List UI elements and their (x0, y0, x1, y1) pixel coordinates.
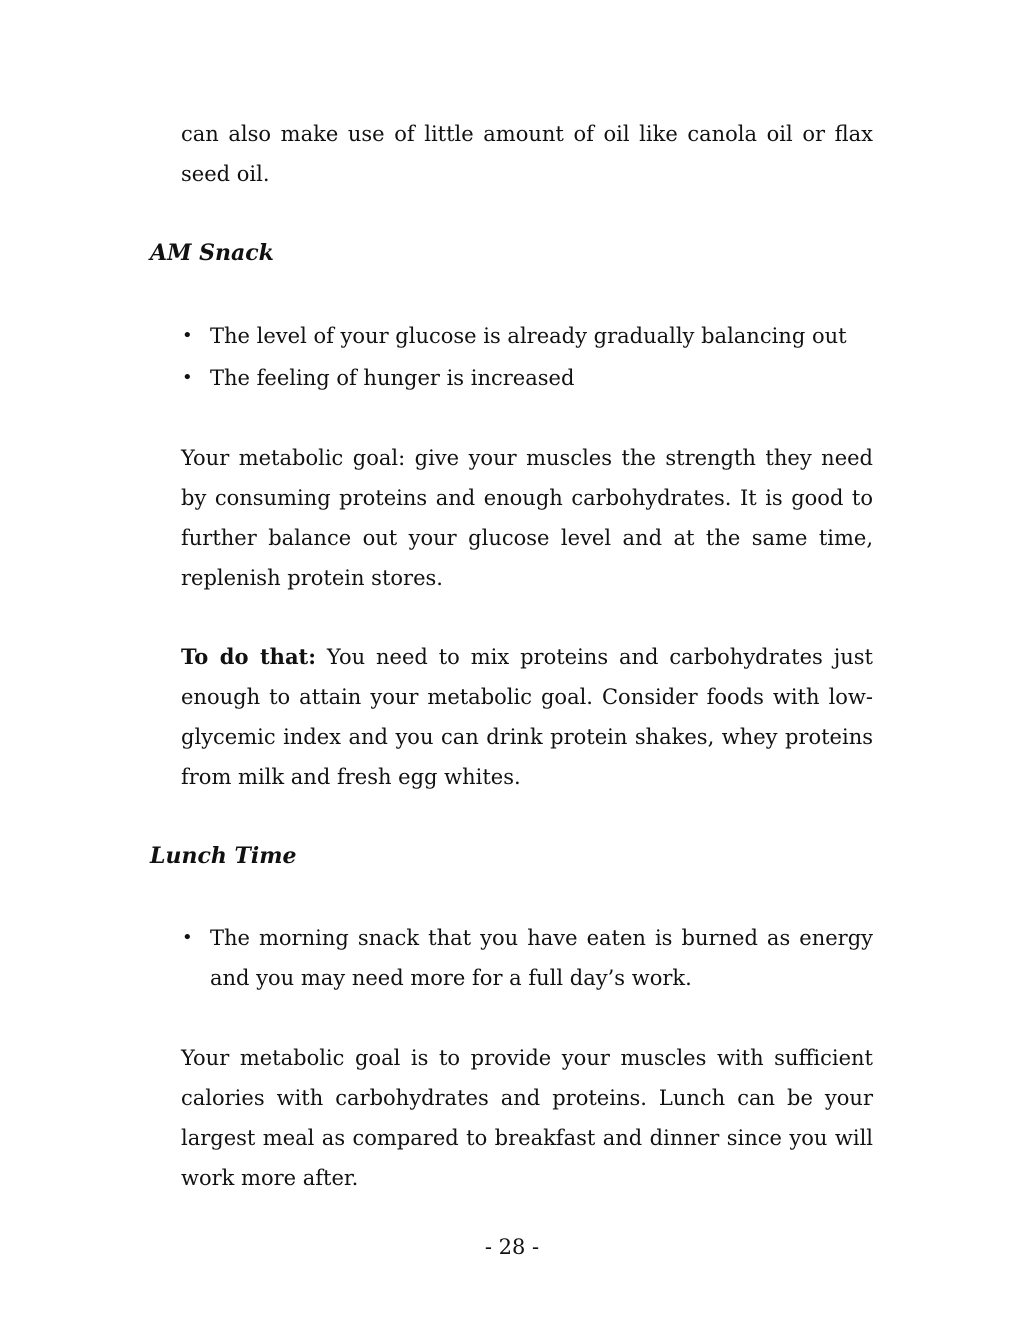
bullet-text: The morning snack that you have eaten is burned as energy and you may need more for a full day’s work. (210, 926, 873, 990)
bullet-icon: • (182, 325, 193, 346)
am-snack-bullet-item (181, 357, 873, 399)
lunch-time-bullet-list (181, 918, 873, 998)
bullet-text: The level of your glucose is already gradually balancing out (210, 324, 847, 348)
am-snack-bullet-item (181, 315, 873, 357)
am-snack-heading: AM Snack (150, 240, 274, 266)
am-snack-todo-paragraph (181, 637, 873, 797)
bullet-icon: • (182, 927, 193, 948)
am-snack-goal-paragraph: Your metabolic goal: give your muscles the strength they need by consuming proteins and enough carbohydrates. It is good to further balance out your glucose level and at the same time, replenish protein stores. (181, 446, 873, 590)
lunch-time-bullet-item (181, 918, 873, 998)
todo-text: You need to mix proteins and carbohydrates just enough to attain your metabolic goal. Consider foods with low-glycemic index and you can drink protein shakes, whey proteins from milk and fresh egg whites. (181, 645, 873, 789)
page-number: - 28 - (484, 1235, 540, 1259)
am-snack-bullet-list (181, 315, 873, 399)
lunch-time-goal-paragraph: Your metabolic goal is to provide your muscles with sufficient calories with carbohydrates and proteins. Lunch can be your largest meal as compared to breakfast and dinner since you will work more after. (181, 1046, 873, 1190)
intro-paragraph: can also make use of little amount of oil like canola oil or flax seed oil. (181, 122, 873, 186)
bullet-text: The feeling of hunger is increased (210, 366, 575, 390)
bullet-icon: • (182, 367, 193, 388)
lunch-time-heading: Lunch Time (150, 843, 297, 869)
todo-label: To do that: (181, 644, 317, 669)
